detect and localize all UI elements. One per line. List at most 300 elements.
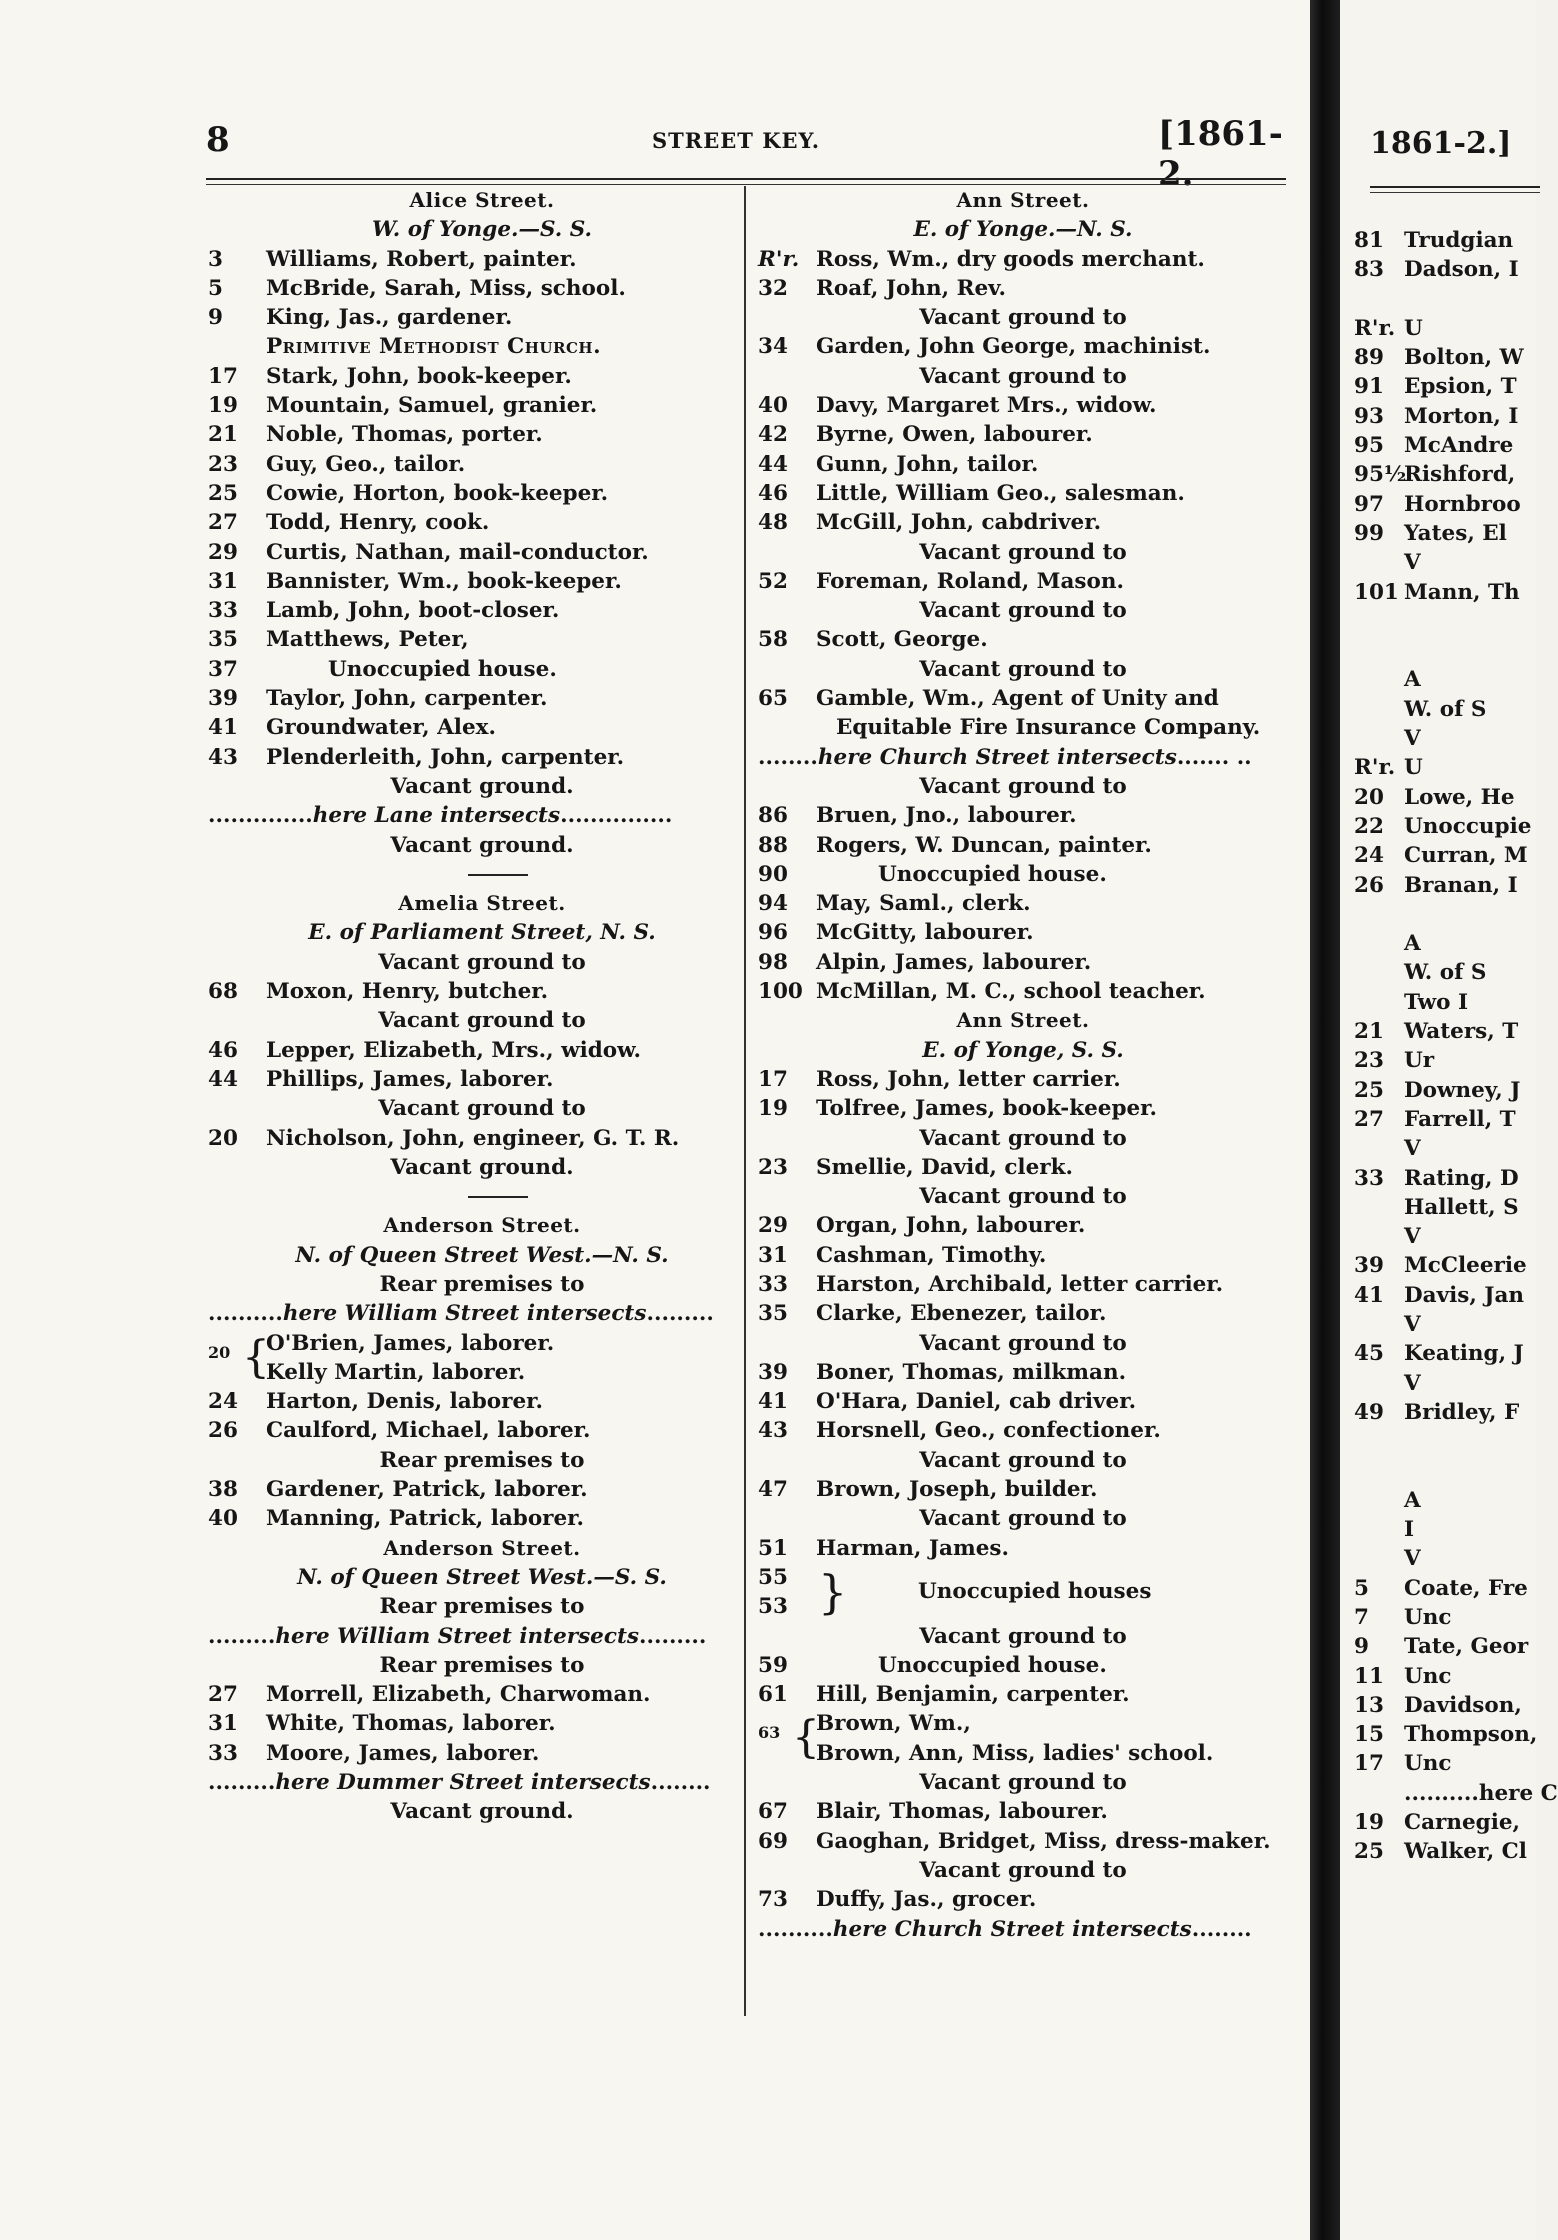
section-label: E. of Yonge.—N. S. xyxy=(913,217,1133,243)
intersection-text xyxy=(208,1622,756,1651)
leader-dots: .............. xyxy=(208,803,313,829)
directory-entry xyxy=(208,1416,756,1445)
note-text: Rear premises to xyxy=(379,1271,585,1297)
house-number: 100 xyxy=(758,979,803,1005)
resident-name: Harman, James. xyxy=(816,1535,1009,1561)
facing-entry xyxy=(1354,1193,1536,1222)
resident-name: Carnegie, xyxy=(1404,1810,1521,1836)
facing-entry xyxy=(1354,1222,1536,1251)
vacancy-note xyxy=(758,1446,1288,1475)
resident-name: Kelly Martin, laborer. xyxy=(266,1359,526,1385)
directory-entry xyxy=(208,743,756,772)
house-number: 27 xyxy=(208,1682,238,1708)
directory-entry xyxy=(208,1387,756,1416)
running-title: STREET KEY. xyxy=(652,128,821,153)
house-number: 20 xyxy=(1354,784,1384,810)
resident-name: Mountain, Samuel, granier. xyxy=(266,393,598,419)
resident-name: Bolton, W xyxy=(1404,345,1524,371)
intersection-label: here Dummer Street intersects xyxy=(275,1770,651,1796)
resident-name: Branan, I xyxy=(1404,872,1518,898)
resident-name: Rating, D xyxy=(1404,1165,1519,1191)
directory-entry xyxy=(208,1680,756,1709)
house-number: 39 xyxy=(758,1359,788,1385)
grouped-entry xyxy=(758,1563,1288,1622)
house-number: 40 xyxy=(208,1506,238,1532)
resident-name: Rishford, xyxy=(1404,462,1516,488)
note-text: Vacant ground to xyxy=(919,305,1127,331)
note-text: Rear premises to xyxy=(379,1594,585,1620)
directory-entry xyxy=(758,391,1288,420)
resident-name: Hallett, S xyxy=(1404,1194,1519,1220)
directory-entry xyxy=(758,684,1288,713)
resident-name: Harton, Denis, laborer. xyxy=(266,1389,543,1415)
intersection-label: here William Street intersects xyxy=(275,1623,639,1649)
intersection-line xyxy=(758,743,1288,772)
leader-dots: ............... xyxy=(560,803,673,829)
section-label: N. of Queen Street West.—S. S. xyxy=(297,1564,667,1590)
house-number: 63 xyxy=(758,1723,781,1743)
house-number: 58 xyxy=(758,627,788,653)
note-text: Vacant ground to xyxy=(919,1857,1127,1883)
directory-entry xyxy=(208,1709,756,1738)
house-number: 101 xyxy=(1354,579,1399,605)
vacancy-note xyxy=(208,1797,756,1826)
resident-name: Davy, Margaret Mrs., widow. xyxy=(816,393,1157,419)
note-text: Vacant ground to xyxy=(919,656,1127,682)
resident-name: Curtis, Nathan, mail-conductor. xyxy=(266,539,649,565)
facing-entry xyxy=(1354,1574,1536,1603)
house-number: 46 xyxy=(208,1037,238,1063)
vacancy-note xyxy=(208,1592,756,1621)
facing-entry xyxy=(1354,1164,1536,1193)
resident-name: U xyxy=(1404,315,1423,341)
resident-name: Gunn, John, tailor. xyxy=(816,451,1039,477)
resident-name: Thompson, xyxy=(1404,1722,1538,1748)
house-number: 19 xyxy=(1354,1810,1384,1836)
resident-name: Lamb, John, boot-closer. xyxy=(266,598,560,624)
house-number: 9 xyxy=(208,305,223,331)
facing-entry xyxy=(1354,1134,1536,1163)
facing-entry xyxy=(1354,1427,1536,1456)
intersection-label: here Lane intersects xyxy=(312,803,561,829)
house-number: 68 xyxy=(208,979,238,1005)
vacancy-note xyxy=(758,1622,1288,1651)
resident-name: Organ, John, labourer. xyxy=(816,1213,1086,1239)
resident-name: Ross, Wm., dry goods merchant. xyxy=(816,246,1205,272)
house-number: 17 xyxy=(1354,1751,1384,1777)
directory-entry xyxy=(758,1387,1288,1416)
house-number: 19 xyxy=(208,393,238,419)
house-number: 5 xyxy=(208,275,223,301)
intersection-line xyxy=(208,1299,756,1328)
street-heading xyxy=(208,889,756,918)
house-number: 44 xyxy=(758,451,788,477)
house-number: 23 xyxy=(1354,1048,1384,1074)
facing-entry xyxy=(1354,1749,1536,1778)
house-number: 96 xyxy=(758,920,788,946)
facing-entry xyxy=(1354,841,1536,870)
street-name: Anderson Street. xyxy=(383,1213,581,1238)
street-heading xyxy=(758,186,1288,215)
directory-entry xyxy=(208,1036,756,1065)
directory-entry xyxy=(208,479,756,508)
vacancy-note xyxy=(208,831,756,860)
facing-entry xyxy=(1354,783,1536,812)
street-heading xyxy=(208,1211,756,1240)
section-label: W. of Yonge.—S. S. xyxy=(372,217,592,243)
note-text: Vacant ground to xyxy=(919,773,1127,799)
facing-page xyxy=(1340,0,1558,2240)
facing-entry xyxy=(1354,1486,1536,1515)
vacancy-note xyxy=(758,596,1288,625)
facing-entry xyxy=(1354,314,1536,343)
facing-entry xyxy=(1354,255,1536,284)
resident-name: Harston, Archibald, letter carrier. xyxy=(816,1271,1224,1297)
facing-entry xyxy=(1354,1398,1536,1427)
directory-entry xyxy=(208,303,756,332)
vacancy-note xyxy=(208,1270,756,1299)
resident-name: Bannister, Wm., book-keeper. xyxy=(266,568,622,594)
house-number: 35 xyxy=(208,627,238,653)
facing-entry xyxy=(1354,519,1536,548)
resident-name: May, Saml., clerk. xyxy=(816,891,1031,917)
resident-name: White, Thomas, laborer. xyxy=(266,1711,556,1737)
house-number: 45 xyxy=(1354,1341,1384,1367)
vacancy-note xyxy=(758,362,1288,391)
section-separator xyxy=(208,860,756,889)
intersection-text xyxy=(208,801,756,830)
intersection-line xyxy=(208,1622,756,1651)
resident-name: Unoccupied house. xyxy=(328,656,557,682)
resident-name: W. of S xyxy=(1404,696,1487,722)
resident-name: McCleerie xyxy=(1404,1253,1527,1279)
resident-name: O'Brien, James, laborer. xyxy=(266,1330,555,1356)
resident-name: Gamble, Wm., Agent of Unity and xyxy=(816,686,1219,712)
facing-entry xyxy=(1354,1720,1536,1749)
house-number: 17 xyxy=(208,363,238,389)
house-number: 51 xyxy=(758,1535,788,1561)
resident-name: Unc xyxy=(1404,1751,1452,1777)
facing-entry xyxy=(1354,988,1536,1017)
house-number: 98 xyxy=(758,949,788,975)
intersection-line xyxy=(758,1915,1288,1944)
directory-entry xyxy=(758,420,1288,449)
resident-name: Yates, El xyxy=(1404,520,1507,546)
resident-name: V xyxy=(1404,550,1421,576)
facing-header-rule-thin xyxy=(1370,192,1540,193)
house-number: 7 xyxy=(1354,1604,1369,1630)
vacancy-note xyxy=(208,1094,756,1123)
resident-name: Bruen, Jno., labourer. xyxy=(816,803,1077,829)
house-number: 33 xyxy=(1354,1165,1384,1191)
facing-entry xyxy=(1354,1662,1536,1691)
street-section xyxy=(208,1241,756,1270)
house-number: 69 xyxy=(758,1828,788,1854)
resident-name: Walker, Cl xyxy=(1404,1839,1527,1865)
directory-entry xyxy=(208,655,756,684)
directory-entry xyxy=(758,1241,1288,1270)
street-heading xyxy=(758,1006,1288,1035)
house-number: 46 xyxy=(758,480,788,506)
resident-name: Blair, Thomas, labourer. xyxy=(816,1799,1108,1825)
resident-name: Clarke, Ebenezer, tailor. xyxy=(816,1301,1107,1327)
resident-name: Rogers, W. Duncan, painter. xyxy=(816,832,1152,858)
resident-name: V xyxy=(1404,1224,1421,1250)
resident-name: Boner, Thomas, milkman. xyxy=(816,1359,1127,1385)
book-gutter xyxy=(1310,0,1340,2240)
directory-entry xyxy=(208,274,756,303)
resident-name: Cashman, Timothy. xyxy=(816,1242,1047,1268)
directory-entry xyxy=(758,1680,1288,1709)
directory-entry xyxy=(758,1153,1288,1182)
resident-name: Williams, Robert, painter. xyxy=(266,246,577,272)
facing-entry xyxy=(1354,1251,1536,1280)
directory-entry xyxy=(758,1065,1288,1094)
resident-name: A xyxy=(1404,667,1421,693)
house-number: 23 xyxy=(208,451,238,477)
resident-name: V xyxy=(1404,1136,1421,1162)
house-number: 33 xyxy=(208,1740,238,1766)
directory-entry xyxy=(758,918,1288,947)
left-column xyxy=(208,186,756,1827)
directory-entry xyxy=(758,625,1288,654)
directory-entry xyxy=(758,713,1288,742)
resident-name: Scott, George. xyxy=(816,627,988,653)
street-section xyxy=(758,215,1288,244)
middle-column xyxy=(758,186,1288,1944)
facing-entry xyxy=(1354,929,1536,958)
facing-entry xyxy=(1354,812,1536,841)
resident-name: Stark, John, book-keeper. xyxy=(266,363,572,389)
resident-name: Moore, James, laborer. xyxy=(266,1740,540,1766)
house-number: 24 xyxy=(208,1389,238,1415)
note-text: Vacant ground to xyxy=(919,598,1127,624)
resident-name: Gaoghan, Bridget, Miss, dress-maker. xyxy=(816,1828,1271,1854)
house-number: 17 xyxy=(758,1066,788,1092)
note-text: Vacant ground. xyxy=(390,773,574,799)
house-number: 94 xyxy=(758,891,788,917)
directory-entry xyxy=(758,245,1288,274)
resident-name: Plenderleith, John, carpenter. xyxy=(266,744,625,770)
vacancy-note xyxy=(208,1153,756,1182)
directory-entry xyxy=(758,1885,1288,1914)
facing-entry xyxy=(1354,871,1536,900)
resident-name: U xyxy=(1404,755,1423,781)
house-number: 49 xyxy=(1354,1399,1384,1425)
directory-entry xyxy=(208,391,756,420)
street-heading xyxy=(208,186,756,215)
house-number: 42 xyxy=(758,422,788,448)
resident-name: Hill, Benjamin, carpenter. xyxy=(816,1682,1130,1708)
header-rule xyxy=(206,178,1286,180)
note-text: Vacant ground to xyxy=(919,1330,1127,1356)
house-number: 43 xyxy=(208,744,238,770)
street-heading xyxy=(208,1534,756,1563)
bracketed-entry xyxy=(758,1709,1288,1768)
resident-name: Ur xyxy=(1404,1048,1435,1074)
vacancy-note xyxy=(208,1006,756,1035)
facing-entry xyxy=(1354,1603,1536,1632)
house-number: 59 xyxy=(758,1652,788,1678)
resident-name: Unoccupied house. xyxy=(878,1652,1107,1678)
house-number: 9 xyxy=(1354,1634,1369,1660)
directory-entry xyxy=(758,860,1288,889)
facing-entry xyxy=(1354,548,1536,577)
street-name: Ann Street. xyxy=(956,1008,1090,1033)
facing-column xyxy=(1354,226,1558,1867)
directory-entry xyxy=(208,538,756,567)
house-number: 95 xyxy=(1354,433,1384,459)
house-number: 86 xyxy=(758,803,788,829)
directory-entry xyxy=(758,977,1288,1006)
directory-entry xyxy=(208,977,756,1006)
resident-name: Cowie, Horton, book-keeper. xyxy=(266,480,609,506)
leader-dots: ......... xyxy=(208,1623,276,1649)
house-number: 27 xyxy=(208,510,238,536)
leader-dots: ........ xyxy=(650,1770,711,1796)
resident-name: Equitable Fire Insurance Company. xyxy=(836,715,1261,741)
bracketed-entry xyxy=(208,1329,756,1388)
directory-entry xyxy=(208,1504,756,1533)
section-separator xyxy=(208,1182,756,1211)
directory-entry xyxy=(208,332,756,361)
resident-name: Davis, Jan xyxy=(1404,1282,1525,1308)
vacancy-note xyxy=(208,948,756,977)
facing-entry xyxy=(1354,1808,1536,1837)
leader-dots: ......... xyxy=(646,1301,714,1327)
street-section xyxy=(208,215,756,244)
directory-entry xyxy=(758,1651,1288,1680)
facing-entry xyxy=(1354,226,1536,255)
directory-entry xyxy=(758,1270,1288,1299)
house-number: R'r. xyxy=(758,246,800,272)
house-number: 93 xyxy=(1354,403,1384,429)
brace-icon: { xyxy=(792,1712,820,1764)
resident-name: Groundwater, Alex. xyxy=(266,715,496,741)
facing-entry xyxy=(1354,372,1536,401)
house-number: 41 xyxy=(1354,1282,1384,1308)
resident-name: Brown, Wm., xyxy=(816,1711,971,1737)
house-number: 21 xyxy=(208,422,238,448)
facing-entry xyxy=(1354,724,1536,753)
resident-name: Unc xyxy=(1404,1604,1452,1630)
resident-name: Foreman, Roland, Mason. xyxy=(816,568,1124,594)
resident-name: Taylor, John, carpenter. xyxy=(266,686,548,712)
resident-name: Curran, M xyxy=(1404,843,1528,869)
house-number: 38 xyxy=(208,1477,238,1503)
resident-name: Davidson, xyxy=(1404,1692,1522,1718)
directory-entry xyxy=(208,1124,756,1153)
note-text: Vacant ground to xyxy=(919,1184,1127,1210)
resident-name: Nicholson, John, engineer, G. T. R. xyxy=(266,1125,680,1151)
leader-dots: ......... xyxy=(208,1770,276,1796)
resident-name: Tate, Geor xyxy=(1404,1634,1529,1660)
facing-entry xyxy=(1354,285,1536,314)
house-number: 31 xyxy=(758,1242,788,1268)
house-number: 25 xyxy=(1354,1077,1384,1103)
house-number: 3 xyxy=(208,246,223,272)
resident-name: Horsnell, Geo., confectioner. xyxy=(816,1418,1161,1444)
house-number: 19 xyxy=(758,1096,788,1122)
facing-entry xyxy=(1354,1105,1536,1134)
resident-name: Garden, John George, machinist. xyxy=(816,334,1211,360)
house-number: 33 xyxy=(758,1271,788,1297)
directory-entry xyxy=(758,508,1288,537)
facing-entry xyxy=(1354,1544,1536,1573)
house-number: 44 xyxy=(208,1066,238,1092)
house-number: 53 xyxy=(758,1594,788,1620)
directory-entry xyxy=(758,1797,1288,1826)
house-number: 35 xyxy=(758,1301,788,1327)
facing-entry xyxy=(1354,578,1536,607)
vacancy-note xyxy=(758,1768,1288,1797)
facing-entry xyxy=(1354,1691,1536,1720)
vacancy-note xyxy=(758,1504,1288,1533)
note-text: Vacant ground to xyxy=(919,539,1127,565)
directory-entry xyxy=(758,801,1288,830)
note-text: Vacant ground. xyxy=(390,1799,574,1825)
resident-name: I xyxy=(1404,1517,1415,1543)
directory-entry xyxy=(758,1416,1288,1445)
intersection-label: here William Street intersects xyxy=(282,1301,647,1327)
house-number: 25 xyxy=(208,480,238,506)
intersection-line xyxy=(208,1768,756,1797)
resident-name: Primitive Methodist Church. xyxy=(266,334,602,360)
resident-name: Gardener, Patrick, laborer. xyxy=(266,1477,588,1503)
resident-name: Smellie, David, clerk. xyxy=(816,1154,1073,1180)
directory-entry xyxy=(758,1358,1288,1387)
intersection-label: here Church Street intersects xyxy=(817,744,1177,770)
facing-entry xyxy=(1354,900,1536,929)
resident-name: Roaf, John, Rev. xyxy=(816,275,1006,301)
house-number: 89 xyxy=(1354,345,1384,371)
resident-name: McAndre xyxy=(1404,433,1514,459)
resident-name: Duffy, Jas., grocer. xyxy=(816,1887,1037,1913)
house-number: 41 xyxy=(758,1389,788,1415)
directory-entry xyxy=(758,1475,1288,1504)
resident-name: Unc xyxy=(1404,1663,1452,1689)
directory-entry xyxy=(208,625,756,654)
street-name: Amelia Street. xyxy=(398,891,566,916)
directory-entry xyxy=(758,889,1288,918)
facing-entry xyxy=(1354,753,1536,782)
leader-dots: .......... xyxy=(758,1916,833,1942)
house-number: 65 xyxy=(758,686,788,712)
house-number: 13 xyxy=(1354,1692,1384,1718)
house-number: 39 xyxy=(1354,1253,1384,1279)
resident-name: Mann, Th xyxy=(1404,579,1520,605)
year-range-right: 1861-2.] xyxy=(1370,126,1512,161)
facing-entry xyxy=(1354,1339,1536,1368)
house-number: 15 xyxy=(1354,1722,1384,1748)
vacancy-note xyxy=(758,303,1288,332)
house-number: 67 xyxy=(758,1799,788,1825)
facing-entry xyxy=(1354,958,1536,987)
house-number: 88 xyxy=(758,832,788,858)
section-label: E. of Yonge, S. S. xyxy=(922,1037,1124,1063)
resident-name: A xyxy=(1404,931,1421,957)
vacancy-note xyxy=(208,1446,756,1475)
facing-entry xyxy=(1354,402,1536,431)
leader-dots: ......... xyxy=(639,1623,707,1649)
directory-entry xyxy=(208,362,756,391)
leader-dots: .......... xyxy=(208,1301,283,1327)
street-name: Ann Street. xyxy=(956,188,1090,212)
directory-entry xyxy=(758,567,1288,596)
resident-name: Morrell, Elizabeth, Charwoman. xyxy=(266,1682,651,1708)
directory-entry xyxy=(758,274,1288,303)
facing-entry xyxy=(1354,695,1536,724)
